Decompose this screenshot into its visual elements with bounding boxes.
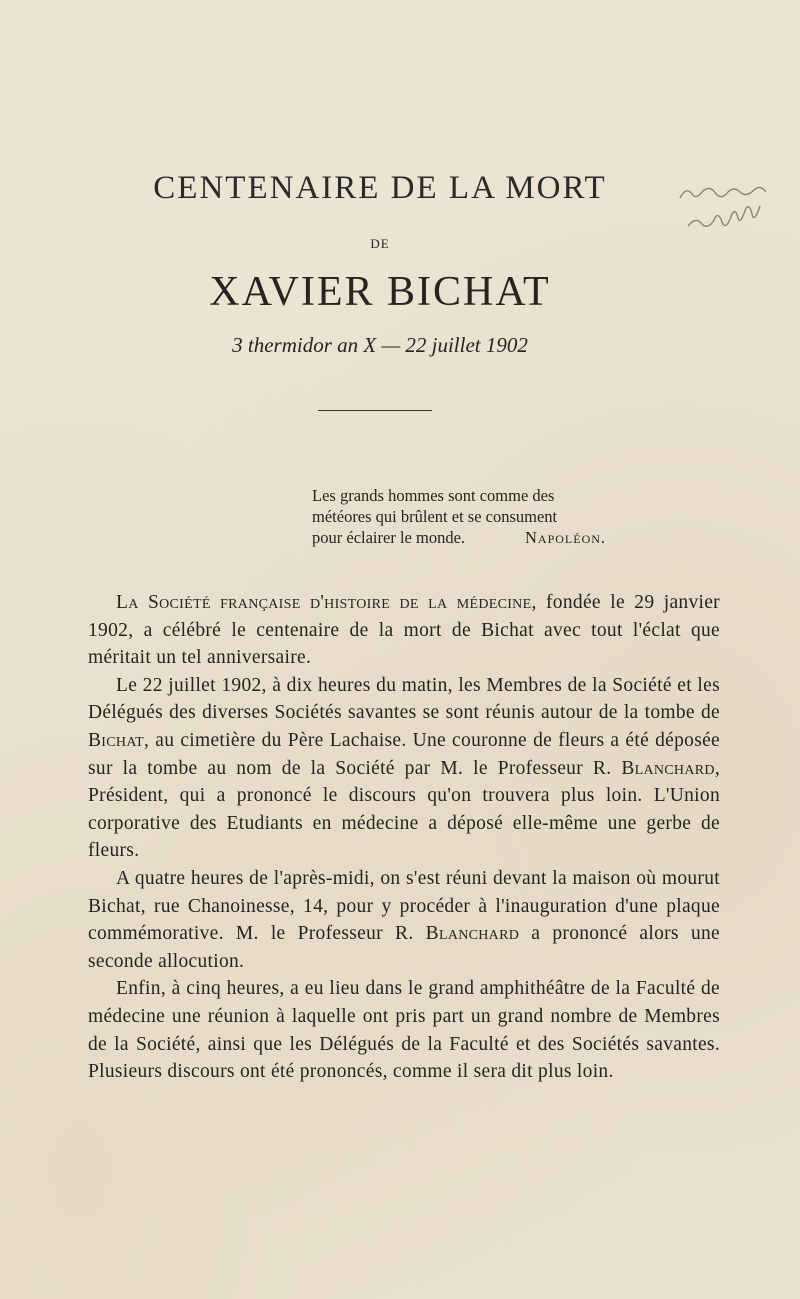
society-name: La Société française d'histoire de la médecine, — [116, 592, 537, 613]
divider-rule — [318, 410, 432, 411]
paragraph-text: , au cimetière du Père Lachaise. Une couronne de fleurs a été déposée sur la tombe au nom de la Société par M. le Professeur R. — [88, 729, 720, 779]
epigraph-line: Les grands hommes sont comme des — [312, 486, 555, 505]
paragraph — [88, 975, 720, 1085]
paragraph-text: Le 22 juillet 1902, à dix heures du matin, les Membres de la Société et les Délégués des diverses Sociétés savantes se sont réunis autour de la tombe de — [88, 674, 720, 724]
name-bichat: Bichat — [88, 729, 145, 751]
paragraph-text: A quatre heures de l'après-midi, on s'est réuni devant la maison où mourut Bichat, rue Chanoinesse, 14, pour y procéder à l'inauguration d'une plaque commémorative. M. le Professeur R. — [88, 867, 720, 945]
paragraph-text: fondée le 29 janvier 1902, a célébré le centenaire de la mort de Bichat avec tout l'éclat que méritait un tel anniversaire. — [88, 592, 720, 669]
epigraph — [312, 485, 660, 548]
name-blanchard: Blanchard — [425, 923, 520, 945]
body-text — [88, 589, 720, 1086]
paragraph — [88, 589, 720, 672]
paragraph-text: a prononcé alors une seconde allocution. — [88, 923, 720, 972]
epigraph-author: Napoléon. — [525, 528, 607, 547]
paragraph-text: Enfin, à cinq heures, a eu lieu dans le grand amphithéâtre de la Faculté de médecine une réunion à laquelle ont pris part un grand nombre de Membres de la Société, ainsi que les Délégués de la Faculté et des Sociétés savantes. Plusieurs discours ont été prononcés, comme il sera dit plus loin. — [88, 978, 720, 1083]
paragraph-text: , Président, qui a prononcé le discours qu'on trouvera plus loin. L'Union corporative des Etudiants en médecine a déposé elle-même une gerbe de fleurs. — [88, 757, 720, 862]
paragraph — [88, 865, 720, 975]
epigraph-line — [312, 527, 660, 548]
title-connector: DE — [370, 236, 390, 251]
subject-name: XAVIER BICHAT — [209, 269, 551, 315]
epigraph-line-text: pour éclairer le monde. — [312, 528, 466, 547]
epigraph-line: météores qui brûlent et se consument — [312, 507, 558, 526]
name-blanchard: Blanchard — [621, 757, 715, 779]
commemoration-date: 3 thermidor an X — 22 juillet 1902 — [232, 333, 528, 357]
paragraph — [88, 672, 720, 865]
page-title: CENTENAIRE DE LA MORT — [153, 170, 607, 206]
